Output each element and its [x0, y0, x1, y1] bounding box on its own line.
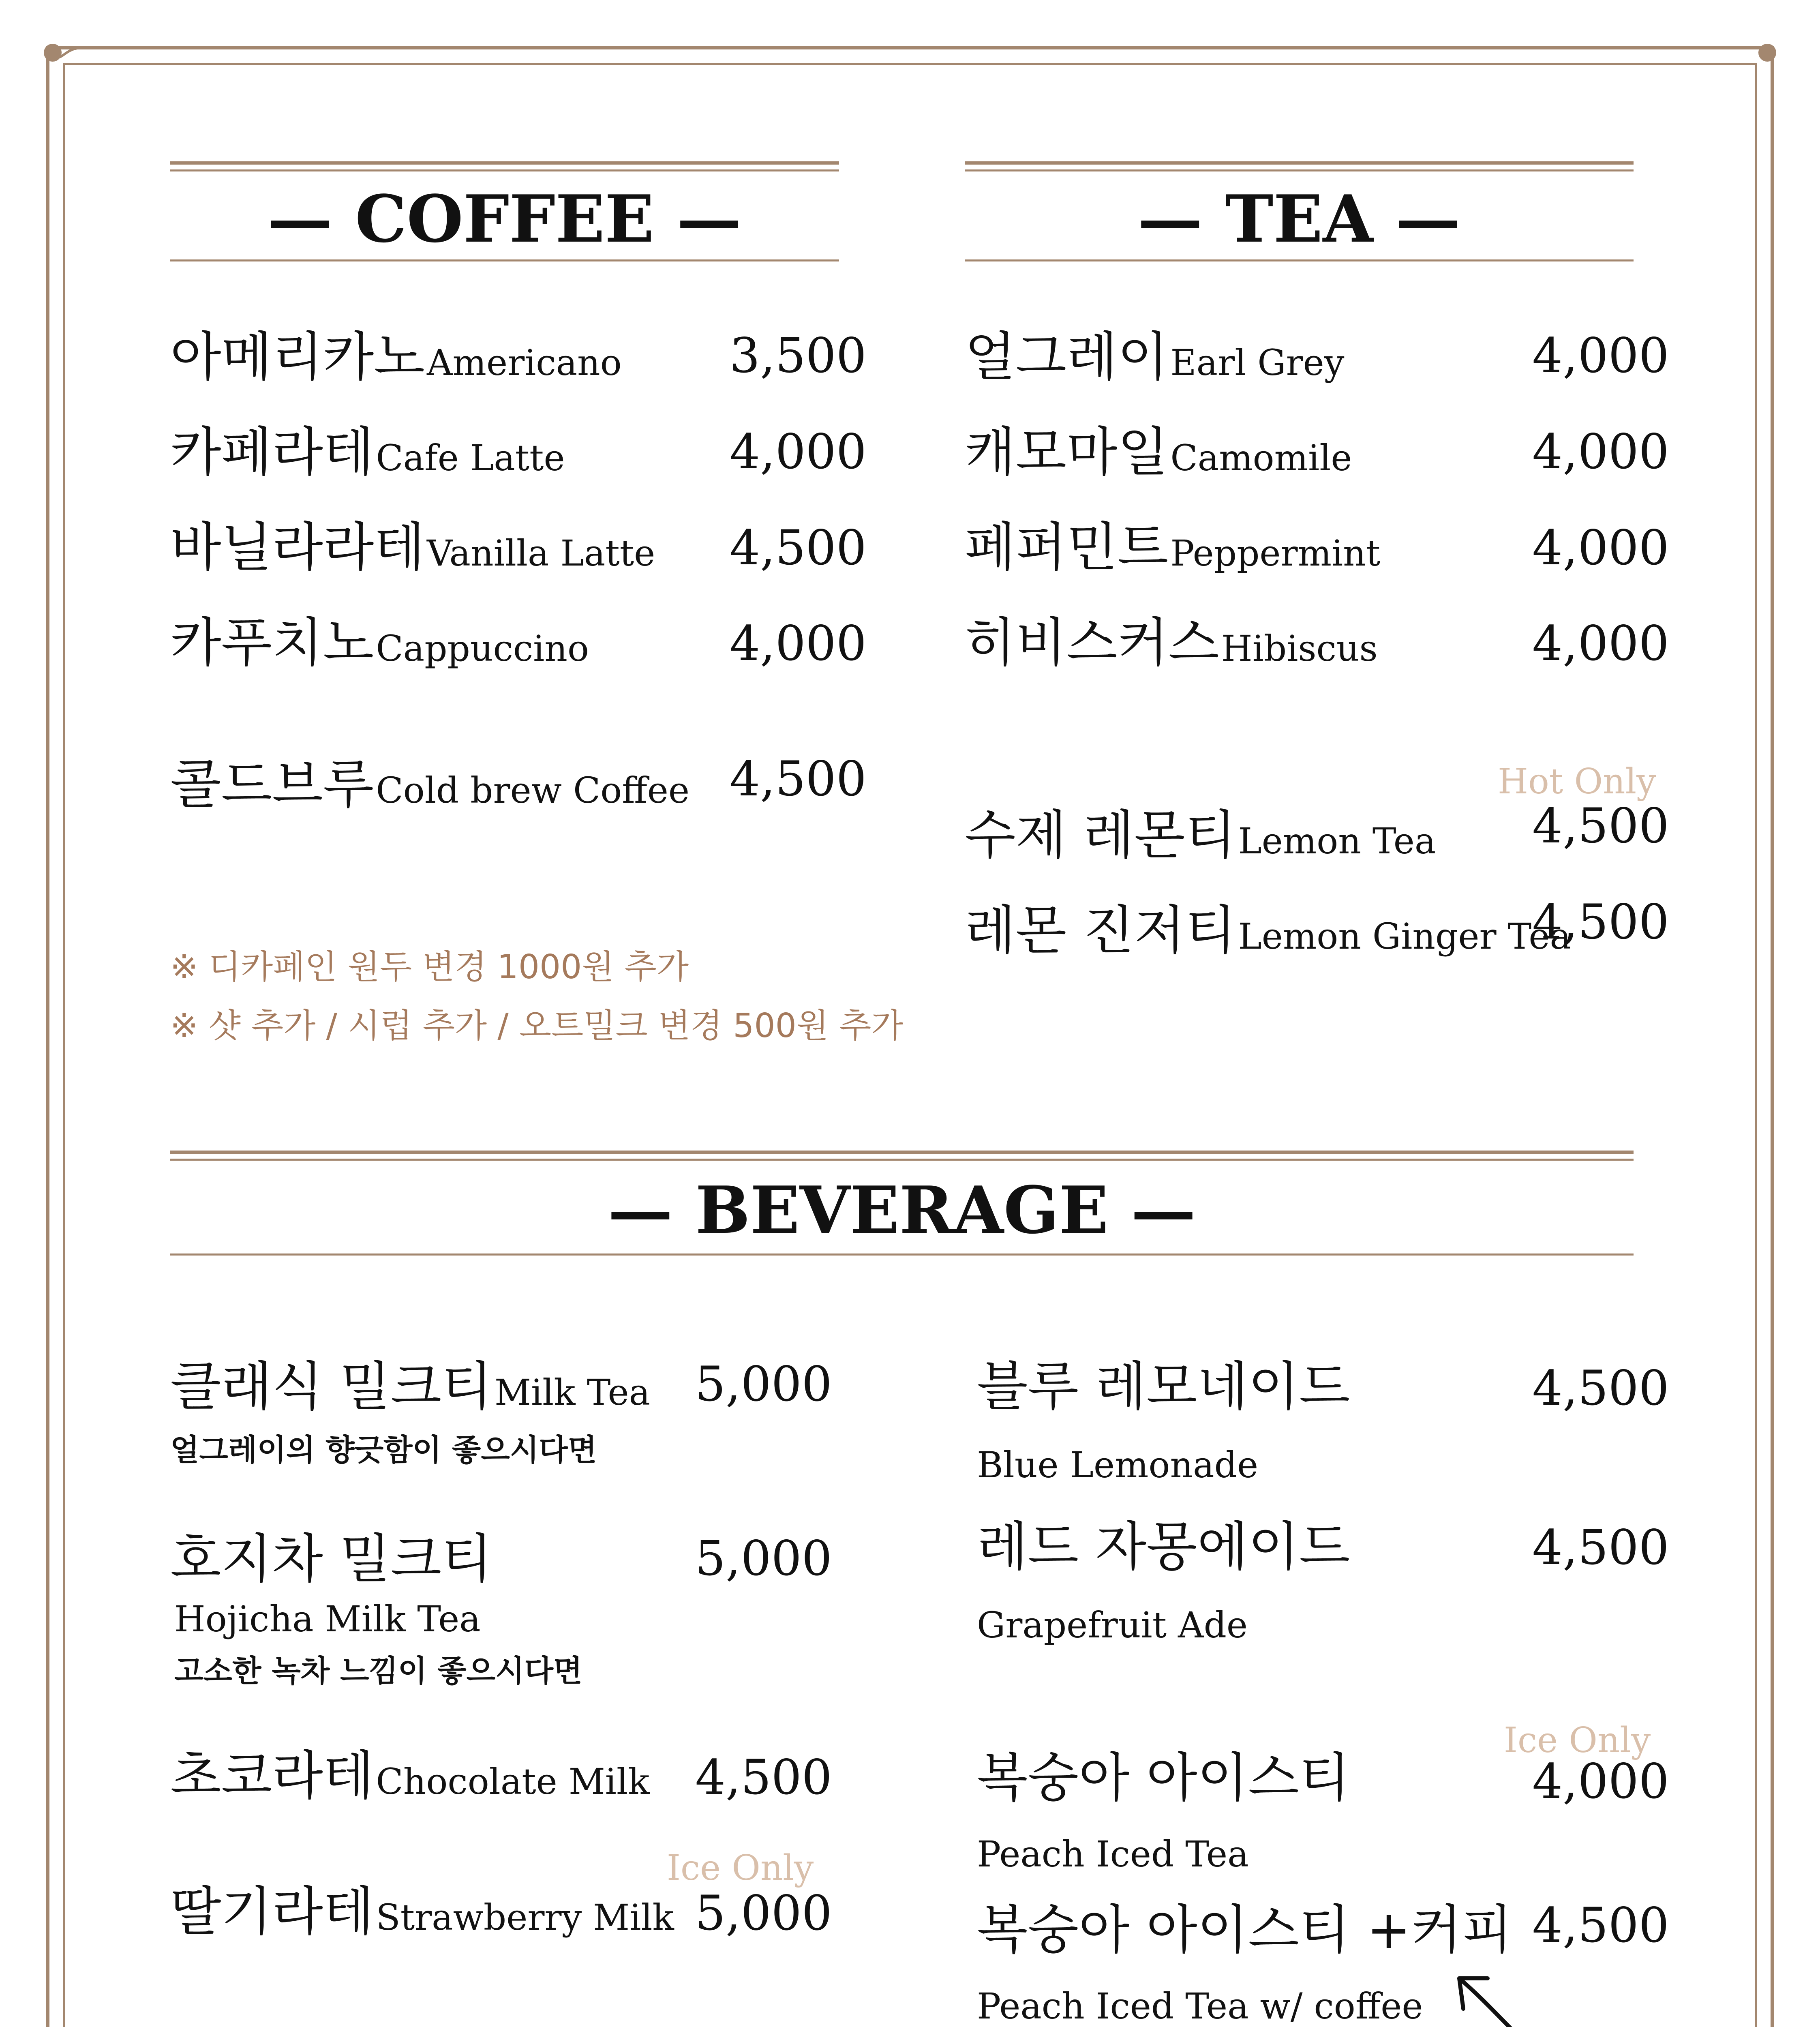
menu-item-peach-iced-tea [977, 1747, 1350, 1808]
menu-item-hojicha-milk-tea [170, 1528, 492, 1590]
beverage-rule-top-1 [170, 1151, 1634, 1154]
hot-only-tag: Hot Only [1498, 761, 1656, 802]
price-lemon-tea: 4,500 [1532, 798, 1669, 854]
milk-tea-description: 얼그레이의 향긋함이 좋으시다면 [170, 1433, 597, 1468]
item-en-name: Lemon Ginger Tea [1238, 915, 1571, 957]
item-en-name: Americano [427, 342, 622, 384]
item-ko-name: 바닐라라테 [170, 516, 425, 578]
menu-item-peach-iced-tea-coffee [977, 1899, 1513, 1961]
menu-item-earl-grey [965, 326, 1345, 388]
item-en-name: Cappuccino [376, 628, 589, 669]
beverage-section-title: — BEVERAGE — [608, 1172, 1196, 1248]
coffee-rule-top-2 [170, 169, 839, 171]
menu-item-camomile [965, 421, 1352, 483]
menu-item-milk-tea [170, 1356, 651, 1417]
item-ko-name: 콜드브루 [170, 754, 374, 815]
price-grapefruit-ade: 4,500 [1532, 1519, 1669, 1575]
beverage-rule-bottom [170, 1253, 1634, 1256]
item-en-name: Camomile [1170, 437, 1352, 479]
ice-only-tag-strawberry: Ice Only [667, 1848, 814, 1888]
menu-item-cappuccino [170, 612, 589, 673]
hojicha-en-name: Hojicha Milk Tea [174, 1598, 481, 1640]
item-en-name: Milk Tea [494, 1371, 651, 1413]
tea-section-title: — TEA — [1137, 181, 1461, 257]
item-ko-name: 캐모마일 [965, 421, 1169, 483]
price-strawberry-milk: 5,000 [695, 1885, 832, 1941]
item-ko-name: 아메리카노 [170, 326, 425, 388]
price-vanilla-latte: 4,500 [730, 520, 867, 576]
price-chocolate-milk: 4,500 [695, 1749, 832, 1805]
beverage-rule-top-2 [170, 1159, 1634, 1161]
menu-item-strawberry-milk [170, 1881, 674, 1942]
price-peach-iced-tea-coffee: 4,500 [1532, 1897, 1669, 1953]
coffee-rule-bottom [170, 259, 839, 261]
item-en-name: Hibiscus [1221, 628, 1378, 669]
price-cold-brew: 4,500 [730, 751, 867, 807]
item-ko-name: 딸기라테 [170, 1881, 374, 1942]
item-en-name: Earl Grey [1170, 342, 1345, 384]
menu-item-grapefruit-ade [977, 1516, 1350, 1577]
item-en-name: Strawberry Milk [376, 1896, 674, 1938]
item-en-name: Peppermint [1170, 532, 1381, 574]
item-en-name: Vanilla Latte [427, 532, 655, 574]
price-americano: 3,500 [730, 328, 867, 384]
item-en-name: Lemon Tea [1238, 820, 1436, 862]
item-ko-name: 카푸치노 [170, 612, 374, 673]
item-en-name: Cold brew Coffee [376, 769, 689, 811]
price-lemon-ginger-tea: 4,500 [1532, 894, 1669, 950]
tea-rule-top-1 [965, 161, 1634, 165]
menu-item-lemon-tea [965, 804, 1436, 866]
menu-item-vanilla-latte [170, 516, 655, 578]
tea-rule-bottom [965, 259, 1634, 261]
item-ko-name: 레몬 진저티 [965, 900, 1236, 961]
menu-item-cafe-latte [170, 421, 565, 483]
item-ko-name: 호지차 밀크티 [170, 1528, 492, 1590]
item-ko-name: 레드 자몽에이드 [977, 1516, 1350, 1577]
item-ko-name: 블루 레모네이드 [977, 1356, 1350, 1417]
hojicha-description: 고소한 녹차 느낌이 좋으시다면 [174, 1654, 582, 1688]
item-en-name: Cafe Latte [376, 437, 565, 479]
menu-item-cold-brew [170, 754, 689, 815]
price-milk-tea: 5,000 [695, 1356, 832, 1412]
item-ko-name: 수제 레몬티 [965, 804, 1236, 866]
price-earl-grey: 4,000 [1532, 328, 1669, 384]
price-camomile: 4,000 [1532, 424, 1669, 480]
coffee-note-decaf: ※ 디카페인 원두 변경 1000원 추가 [170, 948, 689, 986]
menu-item-hibiscus [965, 612, 1378, 673]
peach-iced-tea-coffee-en-name: Peach Iced Tea w/ coffee [977, 1985, 1423, 2027]
menu-item-americano [170, 326, 622, 388]
coffee-section-title: — COFFEE — [268, 181, 742, 257]
price-blue-lemonade: 4,500 [1532, 1360, 1669, 1416]
menu-item-chocolate-milk [170, 1745, 650, 1806]
item-en-name: Chocolate Milk [376, 1761, 650, 1802]
blue-lemonade-en-name: Blue Lemonade [977, 1444, 1259, 1486]
tea-rule-top-2 [965, 169, 1634, 171]
arrow-icon [1439, 1958, 1544, 2027]
grapefruit-ade-en-name: Grapefruit Ade [977, 1604, 1248, 1646]
price-peach-iced-tea: 4,000 [1532, 1753, 1669, 1809]
coffee-note-options: ※ 샷 추가 / 시럽 추가 / 오트밀크 변경 500원 추가 [170, 1007, 904, 1045]
item-ko-name: 클래식 밀크티 [170, 1356, 492, 1417]
price-peppermint: 4,000 [1532, 520, 1669, 576]
price-cafe-latte: 4,000 [730, 424, 867, 480]
coffee-rule-top-1 [170, 161, 839, 165]
item-ko-name: 얼그레이 [965, 326, 1169, 388]
item-ko-name: 복숭아 아이스티 +커피 [977, 1899, 1513, 1961]
price-hojicha-milk-tea: 5,000 [695, 1530, 832, 1586]
menu-item-peppermint [965, 516, 1381, 578]
price-hibiscus: 4,000 [1532, 615, 1669, 671]
item-ko-name: 초코라테 [170, 1745, 374, 1806]
peach-iced-tea-en-name: Peach Iced Tea [977, 1833, 1249, 1875]
menu-item-blue-lemonade [977, 1356, 1350, 1417]
item-ko-name: 복숭아 아이스티 [977, 1747, 1350, 1808]
price-cappuccino: 4,000 [730, 615, 867, 671]
menu-item-lemon-ginger-tea [965, 900, 1571, 961]
item-ko-name: 카페라테 [170, 421, 374, 483]
ice-only-tag-peach: Ice Only [1504, 1720, 1651, 1761]
item-ko-name: 페퍼민트 [965, 516, 1169, 578]
item-ko-name: 히비스커스 [965, 612, 1219, 673]
